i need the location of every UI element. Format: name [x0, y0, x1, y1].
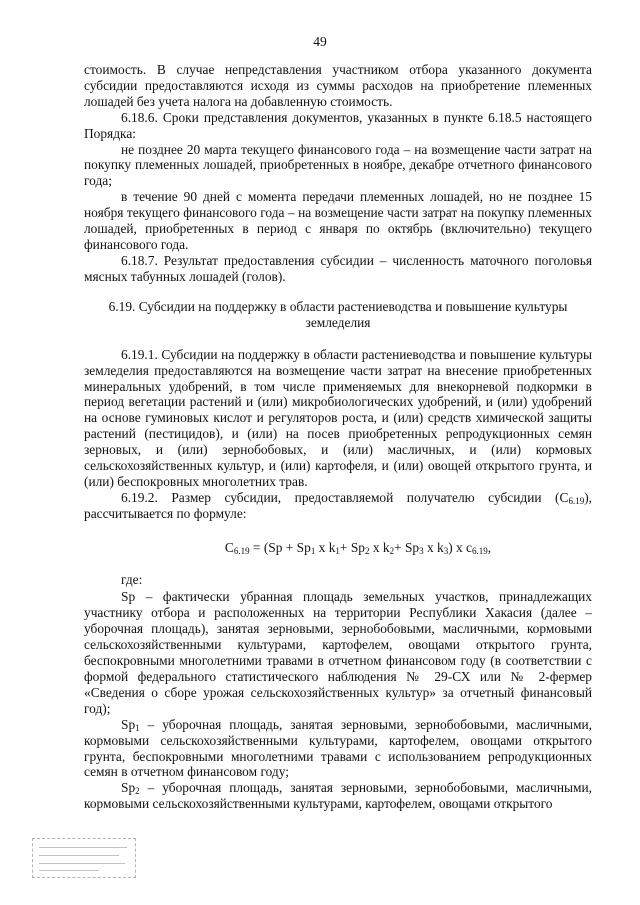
stamp-line — [39, 855, 119, 856]
formula — [124, 540, 592, 556]
text-run: Sp — [121, 716, 136, 732]
subscript: 1 — [335, 545, 340, 556]
subscript: 6.19 — [568, 495, 585, 506]
formula-part: + Sp — [339, 539, 365, 555]
paragraph: не позднее 20 марта текущего финансового года – на возмещение части затрат на покупку племенных лошадей, приобретенных в ноябре, декабре отчетного финансового года; — [84, 141, 592, 189]
formula-part: x k — [423, 539, 444, 555]
formula-part: + Sp — [394, 539, 420, 555]
paragraph: Sp – фактически убранная площадь земельных участков, принадлежащих участнику отбора и расположенных на территории Республики Хакасия (далее – уборочная площадь), занятая зерновыми, зернобобовыми, масличными, кормовыми сельскохозяйственными культурами, картофелем, овощами открытого грунта, беспокровными многолетними травами в отчетном финансовом году (в соответствии с формой федерального статистического наблюдения № 29-СХ или № 2-фермер «Сведения о сборе урожая сельскохозяйственных культур» за отчетный финансовый год); — [84, 589, 592, 716]
subscript: 6.19 — [233, 545, 250, 556]
paragraph: стоимость. В случае непредставления участником отбора указанного документа субсидии предоставляются исходя из суммы расходов на приобретение племенных лошадей без учета налога на добавленную стоимость. — [84, 62, 592, 109]
document-body — [84, 62, 592, 812]
text-run: – уборочная площадь, занятая зерновыми, зернобобовыми, масличными, кормовыми сельскохозяйственными культурами, картофелем, овощами открытого грунта, беспокровными многолетними травами с использованием репродукционных семян в отчетном финансовом году; — [84, 716, 592, 780]
registration-stamp — [32, 838, 136, 878]
subscript: 3 — [443, 545, 449, 556]
paragraph — [84, 780, 592, 812]
stamp-line — [39, 870, 99, 871]
subscript: 2 — [389, 545, 395, 556]
page-number: 49 — [313, 34, 327, 49]
text-run: – уборочная площадь, занятая зерновыми, зернобобовыми, масличными, кормовыми сельскохозяйственными культурами, картофелем, овощами открытого — [84, 780, 592, 812]
formula-part: ) x c — [448, 539, 472, 555]
text-run: ), рассчитывается по формуле: — [84, 489, 592, 521]
formula-part: = (Sp + Sp — [249, 539, 311, 555]
paragraph: 6.18.6. Сроки представления документов, указанных в пункте 6.18.5 настоящего Порядка: — [84, 109, 592, 141]
text-run: 6.19.2. Размер субсидии, предоставляемой получателю субсидии (С — [121, 489, 569, 505]
paragraph: 6.19.1. Субсидии на поддержку в области растениеводства и повышение культуры земледелия предоставляются на возмещение части затрат на внесение приобретенных минеральных удобрений, в том числе применяемых для внекорневой подкормки в период вегетации растений и (или) микробиологических удобрений, и (или) удобрений на основе гуминовых кислот и регуляторов роста, и (или) средств химической защиты растений (пестицидов), и (или) на посев приобретенных репродукционных семян зерновых, и (или) зернобобовых, и (или) масличных, и (или) кормовых сельскохозяйственных культур, и (или) картофеля, и (или) овощей открытого грунта, и (или) беспокровных многолетних трав. — [84, 346, 592, 489]
paragraph: в течение 90 дней с момента передачи племенных лошадей, но не позднее 15 ноября текущего финансового года – на возмещение части затрат на покупку племенных лошадей, приобретенных в период с января по октябрь (включительно) текущего финансового года. — [84, 189, 592, 252]
subscript: 6.19 — [472, 545, 488, 556]
formula-part: x k — [315, 539, 336, 555]
subscript: 3 — [419, 545, 424, 556]
subscript: 2 — [135, 786, 140, 797]
paragraph — [84, 717, 592, 781]
section-heading: 6.19. Субсидии на поддержку в области растениеводства и повышение культуры земледелия — [108, 298, 568, 330]
stamp-line — [39, 863, 125, 864]
text-run: Sp — [121, 780, 136, 796]
subscript: 2 — [364, 545, 370, 556]
paragraph: 6.18.7. Результат предоставления субсидии – численность маточного поголовья мясных табунных лошадей (голов). — [84, 252, 592, 284]
paragraph: где: — [121, 571, 143, 587]
formula-part: , — [487, 539, 492, 555]
paragraph — [84, 490, 592, 522]
subscript: 1 — [310, 545, 316, 556]
subscript: 1 — [135, 722, 140, 733]
formula-part: x k — [369, 539, 390, 555]
stamp-line — [39, 847, 127, 848]
formula-part: С — [224, 539, 234, 555]
